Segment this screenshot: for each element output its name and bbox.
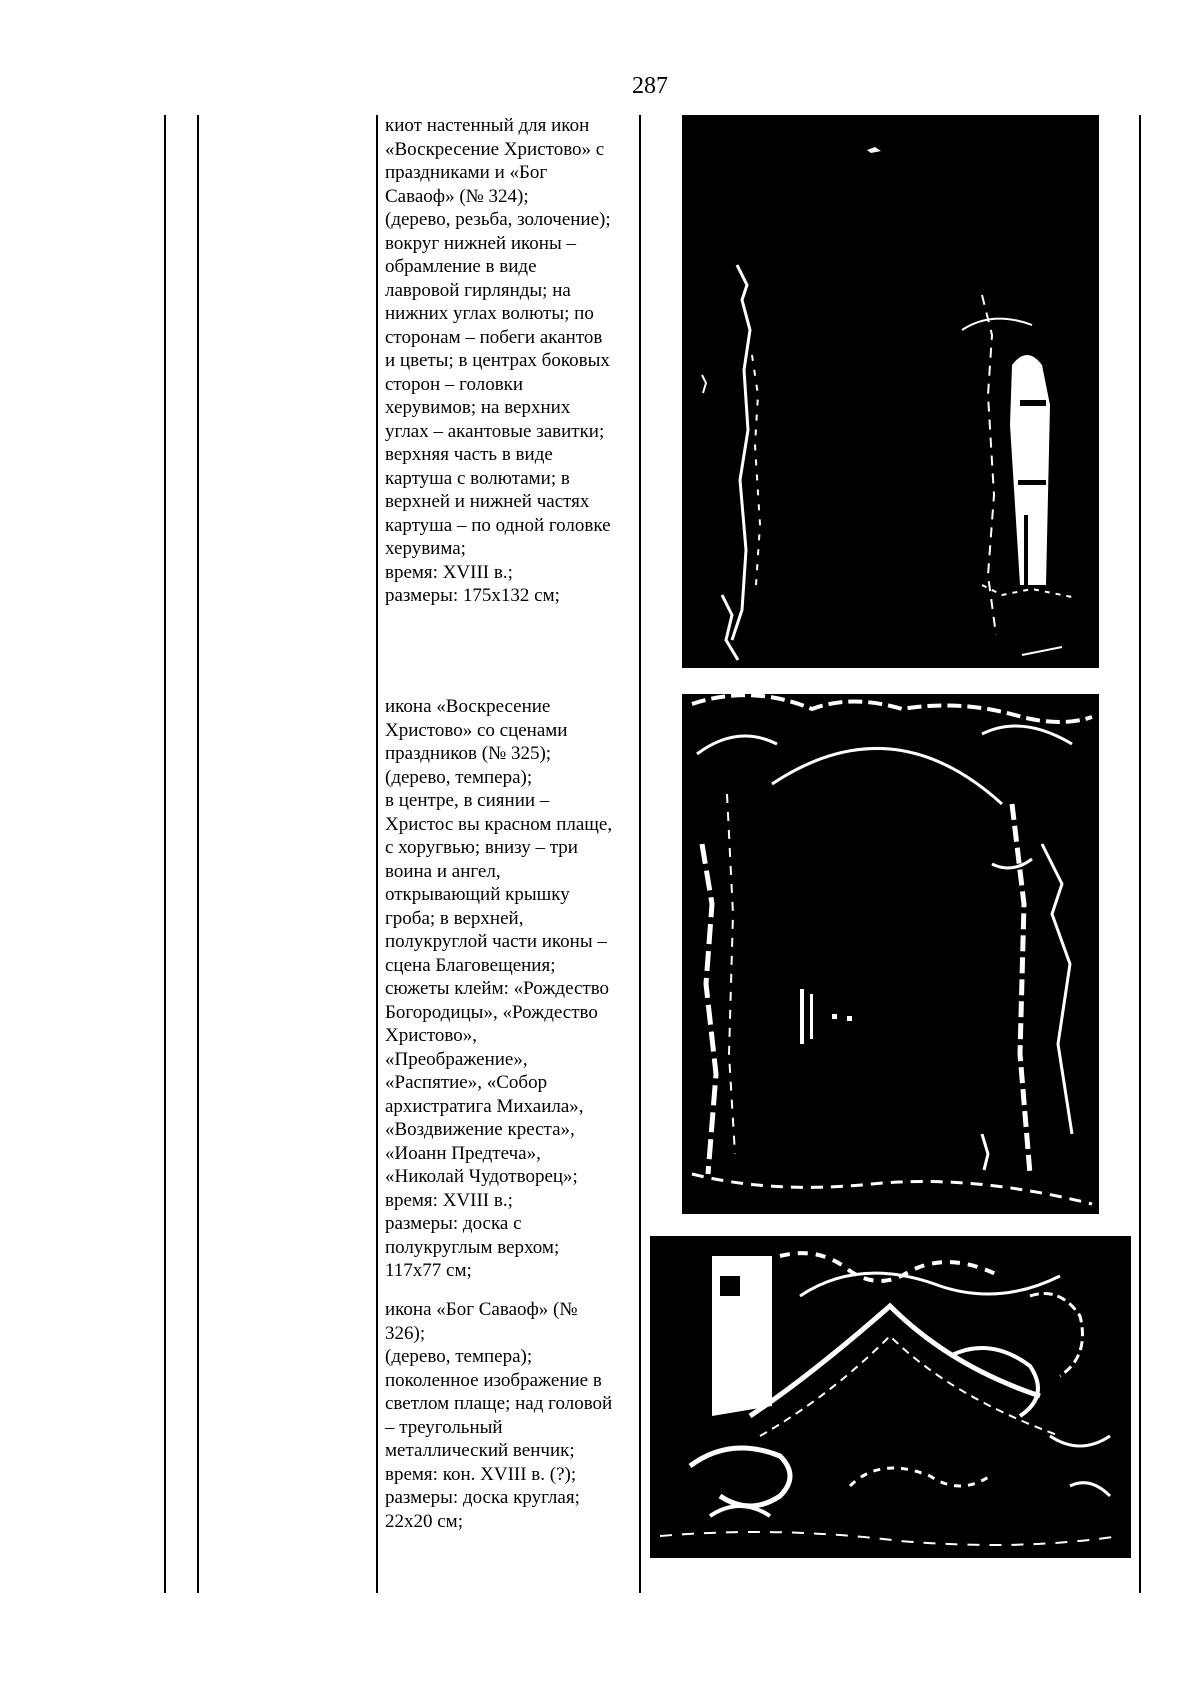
text-line: (дерево, темпера); — [385, 766, 533, 788]
text-line: гроба; в верхней, — [385, 907, 524, 929]
text-line: херувима; — [385, 538, 466, 559]
resurrection-icon-photo — [682, 694, 1099, 1214]
text-line: лавровой гирлянды; на — [385, 279, 571, 301]
text-line: обрамление в виде — [385, 256, 537, 277]
text-line: 326); — [385, 1322, 426, 1344]
text-line: с хоругвью; внизу – три — [385, 837, 578, 858]
text-line: Христово», — [385, 1025, 477, 1046]
text-line: вокруг нижней иконы – — [385, 232, 576, 254]
text-line: сцена Благовещения; — [385, 954, 556, 976]
text-line: нижних углах волюты; по — [385, 303, 594, 324]
table-border-description-left — [376, 115, 378, 1593]
entry-description-326 — [385, 1298, 628, 1533]
text-line: картуша – по одной головке — [385, 514, 611, 536]
kiot-photo-drawing — [682, 115, 1099, 668]
text-line: «Николай Чудотворец»; — [385, 1166, 578, 1187]
text-line: херувимов; на верхних — [385, 397, 571, 418]
text-line: икона «Бог Саваоф» (№ — [385, 1299, 578, 1320]
text-line: сторонам – побеги акантов — [385, 326, 603, 348]
text-line: сторон – головки — [385, 373, 524, 395]
text-line: Христос вы красном плаще, — [385, 813, 613, 835]
text-line: и цветы; в центрах боковых — [385, 350, 610, 371]
text-line: время: кон. XVIII в. (?); — [385, 1463, 577, 1485]
text-line: «Распятие», «Собор — [385, 1072, 548, 1093]
text-line: (дерево, темпера); — [385, 1346, 533, 1367]
entry-description-325 — [385, 695, 628, 1283]
text-line: «Преображение», — [385, 1048, 528, 1070]
text-line: праздниками и «Бог — [385, 162, 548, 183]
table-border-left-inner — [197, 115, 199, 1593]
text-line: открывающий крышку — [385, 884, 570, 905]
text-line: светлом плаще; над головой — [385, 1393, 613, 1414]
resurrection-icon-photo-drawing — [682, 694, 1099, 1214]
entry-description-324 — [385, 114, 628, 608]
kiot-photo — [682, 115, 1099, 668]
text-line: в центре, в сиянии – — [385, 790, 550, 811]
text-line: Богородицы», «Рождество — [385, 1001, 598, 1023]
cartouche-detail-photo — [650, 1236, 1131, 1558]
text-line: время: XVIII в.; — [385, 1189, 513, 1211]
text-line: 117х77 см; — [385, 1260, 472, 1281]
text-line: «Воздвижение креста», — [385, 1119, 575, 1140]
text-line: верхней и нижней частях — [385, 491, 590, 512]
text-line: (дерево, резьба, золочение); — [385, 209, 611, 230]
table-border-left-outer — [164, 115, 166, 1593]
text-line: размеры: доска с — [385, 1213, 522, 1234]
table-border-description-right — [639, 115, 641, 1593]
text-line: Саваоф» (№ 324); — [385, 185, 529, 207]
page-number: 287 — [632, 73, 668, 99]
text-line: праздников (№ 325); — [385, 743, 552, 764]
text-line: полукруглым верхом; — [385, 1236, 560, 1258]
text-line: металлический венчик; — [385, 1440, 575, 1461]
text-line: сюжеты клейм: «Рождество — [385, 978, 610, 999]
text-line: «Иоанн Предтеча», — [385, 1142, 541, 1164]
text-line: Христово» со сценами — [385, 719, 568, 741]
text-line: икона «Воскресение — [385, 696, 551, 717]
text-line: 22х20 см; — [385, 1510, 463, 1532]
text-line: время: XVIII в.; — [385, 561, 513, 583]
text-line: верхняя часть в виде — [385, 444, 553, 465]
text-line: размеры: доска круглая; — [385, 1487, 580, 1508]
cartouche-detail-photo-drawing — [650, 1236, 1131, 1558]
text-line: полукруглой части иконы – — [385, 931, 607, 952]
text-line: поколенное изображение в — [385, 1369, 602, 1391]
text-line: архистратига Михаила», — [385, 1095, 584, 1117]
text-line: воина и ангел, — [385, 860, 501, 882]
text-line: картуша с волютами; в — [385, 467, 570, 489]
text-line: «Воскресение Христово» с — [385, 138, 605, 160]
text-line: размеры: 175х132 см; — [385, 585, 560, 606]
text-line: – треугольный — [385, 1416, 503, 1438]
text-line: киот настенный для икон — [385, 115, 590, 136]
text-line: углах – акантовые завитки; — [385, 420, 605, 442]
table-border-right — [1139, 115, 1141, 1593]
